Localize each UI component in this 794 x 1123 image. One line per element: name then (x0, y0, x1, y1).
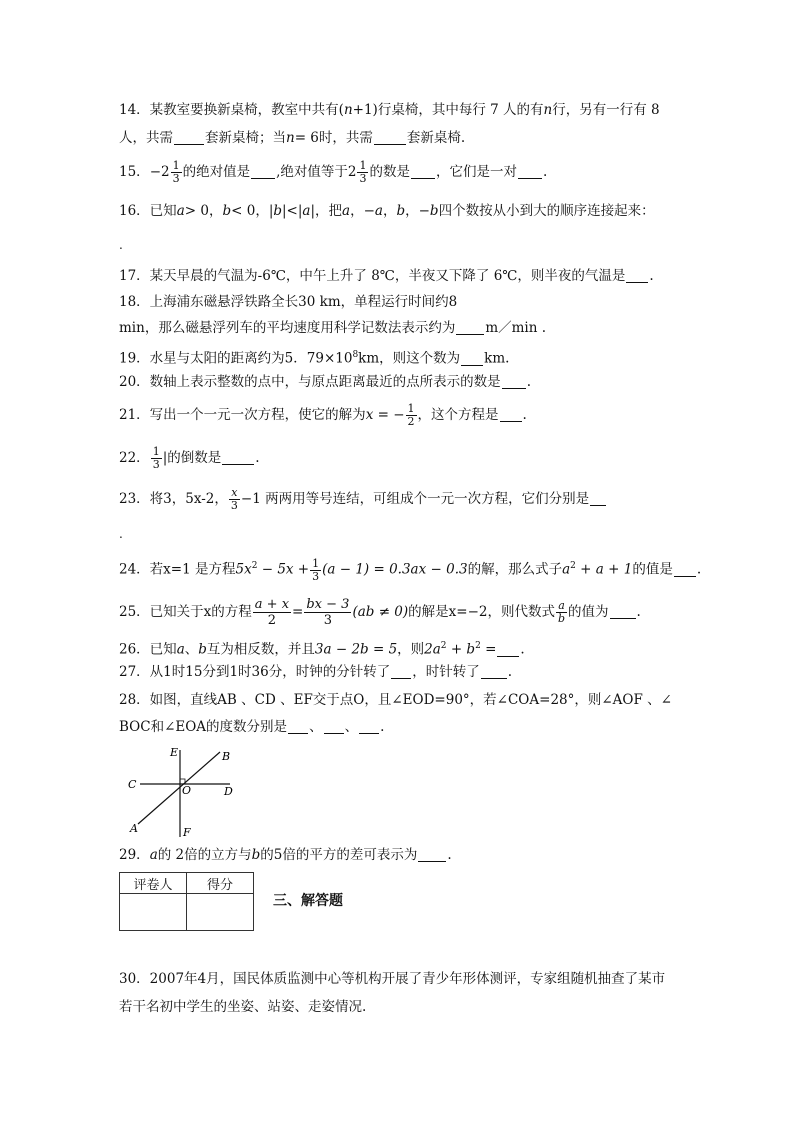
lines-intersection-figure (122, 742, 242, 842)
grader-header: 评卷人 (120, 873, 187, 894)
question-28-line2: BOC和∠EOA的度数分别是 、 、 . (119, 719, 385, 735)
answer-blank[interactable] (626, 268, 648, 283)
question-15: 15．−2 $\frac{1}{3}$ 的绝对值是 ,绝对值等于2 $\frac{1}{3}$ 的数是 ，它们是一对 . (119, 159, 548, 185)
question-30-line2: 若干名初中学生的坐姿、站姿、走姿情况. (119, 999, 367, 1015)
fraction: $\frac{1}{3}$ (152, 445, 160, 471)
line-ab (138, 752, 220, 824)
question-27: 27．从1时15分到1时36分，时钟的分针转了 ，时针转了 . (119, 664, 513, 680)
question-25: 25．已知关于x的方程 $\frac{a + x}{2}$ = $\frac{bx - 3}{3}$ (ab ≠ 0)的解是x=−2，则代数式 $\frac{a}{b}$ 的值为 . (119, 597, 641, 628)
question-22: 22． $\frac{1}{3}$ |的倒数是 . (119, 445, 260, 471)
label-d: D (224, 785, 233, 798)
score-cell[interactable] (187, 894, 254, 931)
answer-blank[interactable] (456, 320, 484, 335)
question-14: 14．某教室要换新桌椅，教室中共有(n+1)行桌椅，其中每行 7 人的有n行，另有一行有 8 (119, 102, 660, 118)
answer-blank[interactable] (374, 130, 406, 145)
fraction: $\frac{a}{b}$ (558, 599, 566, 625)
question-19: 19．水星与太阳的距离约为5．$79\times 10^8km$，则这个数为 km. (119, 350, 510, 367)
question-18-line2: min，那么磁悬浮列车的平均速度用科学记数法表示约为 m／min . (119, 320, 547, 336)
label-b: B (222, 750, 231, 763)
answer-blank[interactable] (502, 374, 526, 389)
q16-dot: . (119, 238, 123, 252)
q14-text: 14．某教室要换新桌椅，教室中共有( (119, 102, 344, 118)
answer-blank[interactable] (174, 130, 204, 145)
label-a: A (130, 822, 138, 835)
question-24: 24．若x=1 是方程$5x^2 - 5x$ + $\frac{1}{3}$ (a − 1) = 0.3ax − 0.3的解，那么式子$a^2 + a + 1$的值是 . (119, 556, 702, 583)
question-30: 30．2007年4月，国民体质监测中心等机构开展了青少年形体测评，专家组随机抽查了某市 (119, 971, 666, 987)
answer-blank[interactable] (324, 719, 344, 734)
answer-blank[interactable] (518, 164, 542, 179)
answer-blank[interactable] (251, 164, 275, 179)
fraction: $\frac{1}{2}$ (407, 402, 415, 428)
question-14-line2: 人，共需 套新桌椅；当n= 6时，共需 套新桌椅. (119, 130, 466, 146)
answer-blank[interactable] (674, 562, 696, 577)
question-17: 17．某天早晨的气温为-6℃，中午上升了 8℃，半夜又下降了 6℃，则半夜的气温是 . (119, 268, 654, 284)
question-18: 18．上海浦东磁悬浮铁路全长30 km，单程运行时间约8 (119, 294, 458, 310)
grader-cell[interactable] (120, 894, 187, 931)
answer-blank[interactable] (481, 664, 507, 679)
answer-blank[interactable] (500, 407, 522, 422)
label-c: C (128, 778, 137, 791)
answer-blank[interactable] (590, 491, 606, 506)
label-e: E (170, 746, 179, 759)
fraction: $\frac{a + x}{2}$ (254, 597, 290, 628)
fraction: $\frac{1}{3}$ (172, 159, 180, 185)
answer-blank[interactable] (288, 719, 308, 734)
question-29: 29．a的 2倍的立方与b的5倍的平方的差可表示为 . (119, 847, 452, 863)
answer-blank[interactable] (418, 847, 446, 862)
fraction: $\frac{x}{3}$ (230, 486, 238, 512)
answer-blank[interactable] (359, 719, 379, 734)
answer-blank[interactable] (610, 604, 636, 619)
answer-blank[interactable] (461, 351, 483, 366)
answer-blank[interactable] (391, 664, 411, 679)
label-f: F (183, 826, 191, 839)
question-16: 16．已知a> 0，b< 0，|b|<|a|，把a，−a，b，−b四个数按从小到大的顺序连接起来： (119, 203, 655, 219)
answer-blank[interactable] (222, 450, 254, 465)
fraction: $\frac{bx - 3}{3}$ (306, 597, 350, 628)
score-table (119, 872, 254, 931)
question-21: 21．写出一个一元一次方程，使它的解为x = − $\frac{1}{2}$ ，这个方程是 . (119, 402, 527, 428)
question-28: 28．如图，直线AB 、CD 、EF交于点O，且∠EOD=90°，若∠COA=28°，则∠AOF 、∠ (119, 692, 672, 708)
answer-blank[interactable] (497, 642, 519, 657)
section-title: 三、解答题 (273, 893, 343, 909)
label-o: O (182, 784, 192, 797)
score-header: 得分 (187, 873, 254, 894)
answer-blank[interactable] (411, 164, 435, 179)
question-20: 20．数轴上表示整数的点中，与原点距离最近的点所表示的数是 . (119, 374, 531, 390)
fraction: $\frac{1}{3}$ (359, 159, 367, 185)
q23-dot: . (119, 527, 123, 541)
question-26: 26．已知a、b互为相反数，并且3a − 2b = 5，则$2a^2 + b^2$ = . (119, 641, 525, 658)
fraction: $\frac{1}{3}$ (312, 556, 320, 583)
question-23: 23．将3，5x-2， $\frac{x}{3}$ −1 两两用等号连结，可组成个一元一次方程，它们分别是 (119, 487, 679, 512)
